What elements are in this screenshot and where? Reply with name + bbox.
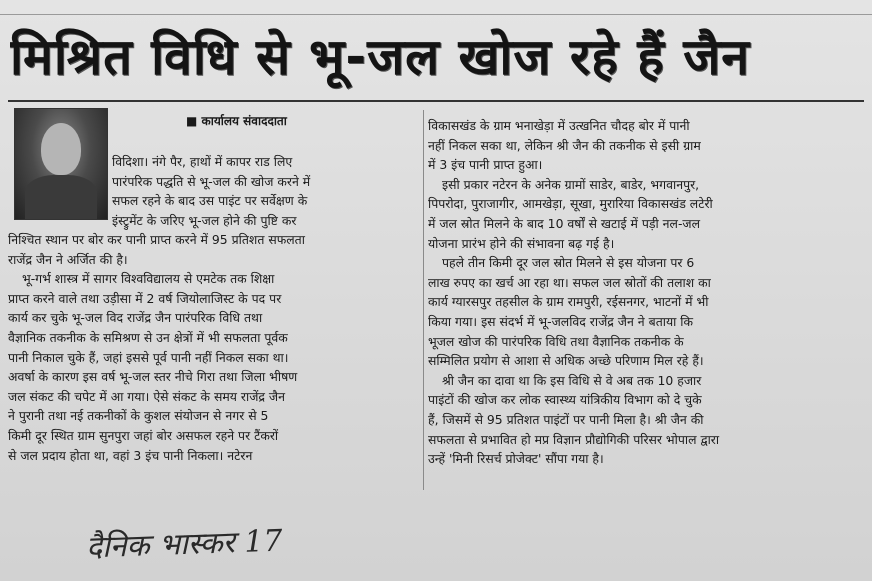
byline: ■ कार्यालय संवाददाता [186,114,287,128]
text-line: इंस्ट्रुमेंट के जरिए भू-जल होने की पुष्टि कर [112,212,297,228]
left-column-beside-photo [112,152,418,230]
text-line: प्राप्त करने वाले तथा उड़ीसा में 2 वर्ष जियोलाजिस्ट के पद पर [8,290,282,306]
text-line: जल संकट की चपेट में आ गया। ऐसे संकट के समय राजेंद्र जैन [8,388,285,404]
photo-head [41,123,81,175]
text-line: किया गया। इस संदर्भ में भू-जलविद राजेंद्र जैन ने बताया कि [428,313,694,329]
top-strip [0,0,872,15]
text-line: विकासखंड के ग्राम भनाखेड़ा में उत्खनित चौदह बोर में पानी [428,118,690,133]
handwritten-note: दैनिक भास्कर 17 [85,523,284,566]
text-line: निश्चित स्थान पर बोर कर पानी प्राप्त करने में 95 प्रतिशत सफलता [8,232,305,247]
text-line: पाइंटों की खोज कर लोक स्वास्थ्य यांत्रिकीय विभाग को दे चुके [428,392,702,408]
text-line: किमी दूर स्थित ग्राम सुनपुरा जहां बोर असफल रहने पर टैंकरों [8,427,279,443]
text-line: से जल प्रदाय होता था, वहां 3 इंच पानी निकला। नटेरन [8,447,253,463]
right-column [428,116,866,469]
text-line: हैं, जिसमें से 95 प्रतिशत पाइंटों पर पानी मिला है। श्री जैन की [428,411,704,427]
text-line: ने पुरानी तथा नई तकनीकों के कुशल संयोजन से नगर से 5 [8,408,269,424]
text-line: विदिशा। नंगे पैर, हाथों में कापर राड लिए [112,154,293,169]
left-column [8,230,418,465]
headline: मिश्रित विधि से भू-जल खोज रहे हैं जैन [10,28,751,86]
text-line: वैज्ञानिक तकनीक के समिश्रण से उन क्षेत्रों में भी सफलता पूर्वक [8,329,288,345]
text-line: सम्मिलित प्रयोग से आशा से अधिक अच्छे परिणाम मिल रहे हैं। [428,353,704,369]
text-line: अवर्षा के कारण इस वर्ष भू-जल स्तर नीचे गिरा तथा जिला भीषण [8,369,298,385]
text-line: में जल स्रोत मिलने के बाद 10 वर्षों से खटाई में पड़ी नल-जल [428,215,701,231]
author-photo [14,108,108,220]
text-line: में 3 इंच पानी प्राप्त हुआ। [428,157,543,173]
text-line: सफल रहने के बाद उस पाइंट पर सर्वेक्षण के [112,193,308,209]
text-line: राजेंद्र जैन ने अर्जित की है। [8,251,128,267]
text-line: भू-गर्भ शास्त्र में सागर विश्वविद्यालय से एमटेक तक शिक्षा [22,271,275,287]
text-line: नहीं निकल सका था, लेकिन श्री जैन की तकनीक से इसी ग्राम [428,137,701,153]
text-line: कार्य ग्यारसपुर तहसील के ग्राम रामपुरी, रईसनगर, भाटनों में भी [428,294,709,310]
text-line: सफलता से प्रभावित हो मप्र विज्ञान प्रौद्योगिकी परिसर भोपाल द्वारा [428,431,720,447]
text-line: कार्य कर चुके भू-जल विद राजेंद्र जैन पारंपरिक विधि तथा [8,310,263,326]
text-line: पारंपरिक पद्धति से भू-जल की खोज करने में [112,173,311,189]
text-line: पानी निकाल चुके हैं, जहां इससे पूर्व पानी नहीं निकल सका था। [8,349,289,365]
text-line: पिपरोदा, पुराजागीर, आमखेड़ा, सूखा, मुरारिया विकासखंड लटेरी [428,196,713,212]
text-line: उन्हें 'मिनी रिसर्च प्रोजेक्ट' सौंपा गया है। [428,451,604,467]
text-line: इसी प्रकार नटेरन के अनेक ग्रामों साडेर, बाडेर, भगवानपुर, [442,176,700,192]
column-divider [423,110,424,490]
text-line: श्री जैन का दावा था कि इस विधि से वे अब तक 10 हजार [442,372,702,388]
text-line: पहले तीन किमी दूर जल स्रोत मिलने से इस योजना पर 6 [442,255,695,271]
headline-rule [8,100,864,102]
photo-body [25,175,97,219]
text-line: लाख रुपए का खर्च आ रहा था। सफल जल स्रोतों की तलाश का [428,274,711,290]
text-line: भूजल खोज की पारंपरिक विधि तथा वैज्ञानिक तकनीक के [428,333,684,349]
text-line: योजना प्रारंभ होने की संभावना बढ़ गई है। [428,235,615,251]
